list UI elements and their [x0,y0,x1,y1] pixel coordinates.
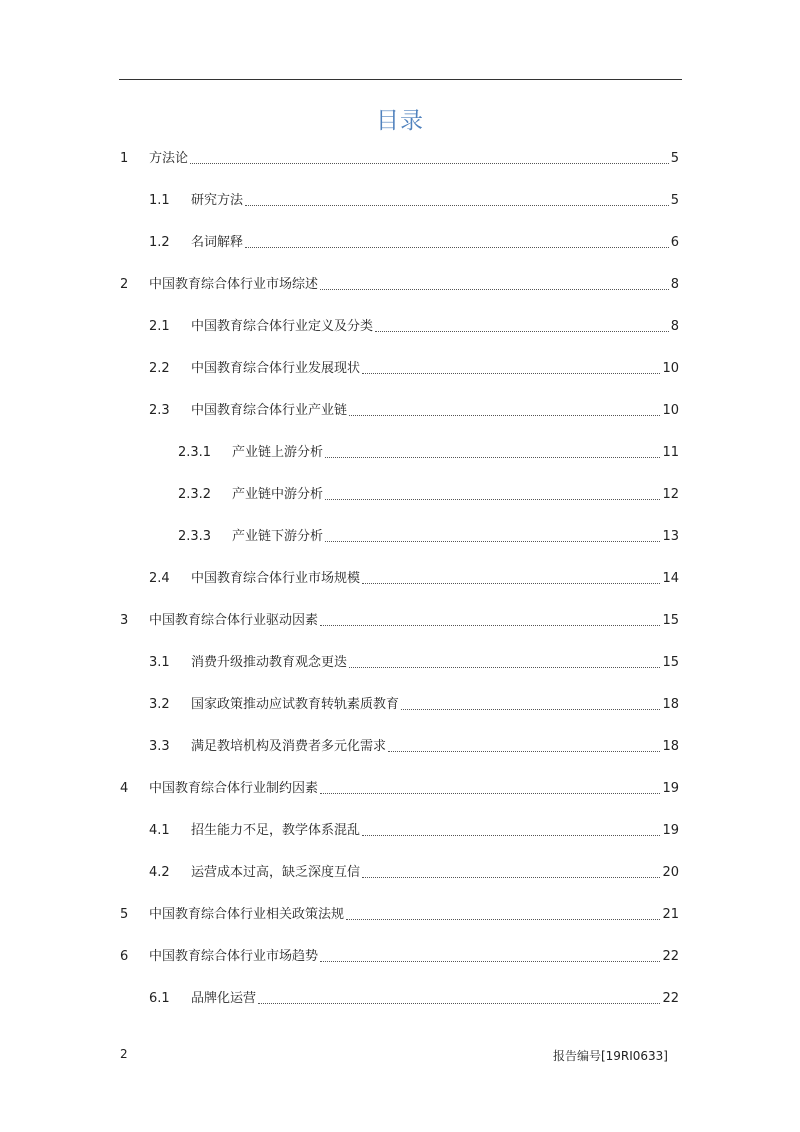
toc-dot-leader [401,695,660,710]
toc-entry-page: 8 [670,319,679,334]
toc-entry-number: 3.2 [149,697,170,712]
toc-entry-number: 2.4 [149,571,170,586]
toc-entry[interactable] [149,558,679,600]
toc-entry-title: 产业链中游分析 [232,487,324,502]
toc-entry[interactable] [149,222,679,264]
toc-entry[interactable] [120,894,679,936]
toc-dot-leader [362,821,660,836]
toc-entry-page: 5 [670,151,679,166]
toc-entry-number: 2.2 [149,361,170,376]
toc-entry[interactable] [120,600,679,642]
toc-title: 目录 [376,108,424,134]
toc-entry-page: 19 [662,823,679,838]
toc-dot-leader [375,317,669,332]
toc-entry-page: 21 [662,907,679,922]
toc-entry-page: 8 [670,277,679,292]
toc-dot-leader [325,485,660,500]
toc-entry-page: 6 [670,235,679,250]
toc-entry-page: 10 [662,403,679,418]
toc-entry-title: 中国教育综合体行业定义及分类 [191,319,374,334]
toc-entry-number: 6 [120,949,129,964]
toc-entry-title: 品牌化运营 [191,991,257,1006]
toc-entry-title: 中国教育综合体行业相关政策法规 [149,907,345,922]
toc-dot-leader [325,527,660,542]
toc-entry-page: 22 [662,949,679,964]
toc-entry-number: 4 [120,781,129,796]
toc-dot-leader [245,233,669,248]
toc-entry-title: 中国教育综合体行业市场趋势 [149,949,319,964]
toc-entry-title: 中国教育综合体行业产业链 [191,403,348,418]
toc-entry[interactable] [120,138,679,180]
toc-dot-leader [320,611,660,626]
toc-entry-page: 22 [662,991,679,1006]
toc-dot-leader [388,737,660,752]
toc-entry-title: 招生能力不足，教学体系混乱 [191,823,361,838]
toc-entry-number: 2 [120,277,129,292]
toc-entry-title: 产业链上游分析 [232,445,324,460]
toc-entry-page: 13 [662,529,679,544]
header-rule [119,79,682,80]
toc-dot-leader [320,947,660,962]
toc-entry-number: 1.1 [149,193,170,208]
toc-entry-page: 19 [662,781,679,796]
toc-dot-leader [349,401,660,416]
toc-entry-title: 中国教育综合体行业市场规模 [191,571,361,586]
toc-entry-page: 10 [662,361,679,376]
toc-entry-number: 3.3 [149,739,170,754]
toc-entry[interactable] [149,684,679,726]
toc-dot-leader [362,863,660,878]
toc-entry-number: 2.1 [149,319,170,334]
toc-entry-number: 5 [120,907,129,922]
toc-entry[interactable] [149,852,679,894]
toc-entry-page: 18 [662,739,679,754]
toc-entry-page: 20 [662,865,679,880]
toc-entry-number: 2.3 [149,403,170,418]
toc-dot-leader [325,443,660,458]
toc-entry-number: 3.1 [149,655,170,670]
toc-entry-title: 运营成本过高，缺乏深度互信 [191,865,361,880]
toc-entry-page: 12 [662,487,679,502]
toc-entry-number: 6.1 [149,991,170,1006]
toc-dot-leader [346,905,660,920]
toc-dot-leader [245,191,669,206]
toc-entry[interactable] [120,264,679,306]
toc-entry[interactable] [120,768,679,810]
toc-entry-title: 满足教培机构及消费者多元化需求 [191,739,387,754]
toc-entry-page: 14 [662,571,679,586]
toc-dot-leader [362,359,660,374]
toc-entry[interactable] [149,810,679,852]
toc-entry-number: 2.3.1 [178,445,212,460]
toc-entry-number: 2.3.3 [178,529,212,544]
toc-entry-title: 中国教育综合体行业驱动因素 [149,613,319,628]
toc-entry[interactable] [149,978,679,1020]
toc-entry-title: 研究方法 [191,193,244,208]
toc-entry-page: 15 [662,655,679,670]
toc-entry-title: 消费升级推动教育观念更迭 [191,655,348,670]
footer-report-id: 报告编号[19RI0633] [552,1049,668,1063]
toc-entry-page: 15 [662,613,679,628]
toc-dot-leader [320,275,669,290]
toc-entry[interactable] [178,474,679,516]
toc-entry-number: 2.3.2 [178,487,212,502]
toc-entry-title: 产业链下游分析 [232,529,324,544]
toc-entry-number: 1.2 [149,235,170,250]
toc-entry-page: 11 [662,445,679,460]
toc-entry[interactable] [149,642,679,684]
toc-entry[interactable] [149,306,679,348]
toc-entry[interactable] [149,390,679,432]
toc-dot-leader [258,989,660,1004]
toc-dot-leader [349,653,660,668]
toc-entry-title: 中国教育综合体行业制约因素 [149,781,319,796]
toc-entry-title: 名词解释 [191,235,244,250]
toc-entry-number: 3 [120,613,129,628]
toc-entry-title: 国家政策推动应试教育转轨素质教育 [191,697,400,712]
toc-entry-page: 5 [670,193,679,208]
toc-entry[interactable] [149,348,679,390]
toc-entry-title: 方法论 [149,151,189,166]
toc-entry[interactable] [120,936,679,978]
toc-entry-page: 18 [662,697,679,712]
toc-dot-leader [190,149,669,164]
toc-entry[interactable] [149,726,679,768]
toc-dot-leader [362,569,660,584]
toc-entry[interactable] [178,516,679,558]
toc-entry[interactable] [149,180,679,222]
toc-entry[interactable] [178,432,679,474]
toc-entry-number: 4.1 [149,823,170,838]
toc-entry-title: 中国教育综合体行业发展现状 [191,361,361,376]
toc-entry-number: 4.2 [149,865,170,880]
toc-dot-leader [320,779,660,794]
toc-entry-number: 1 [120,151,129,166]
toc-entry-title: 中国教育综合体行业市场综述 [149,277,319,292]
footer-page-number: 2 [120,1047,128,1061]
